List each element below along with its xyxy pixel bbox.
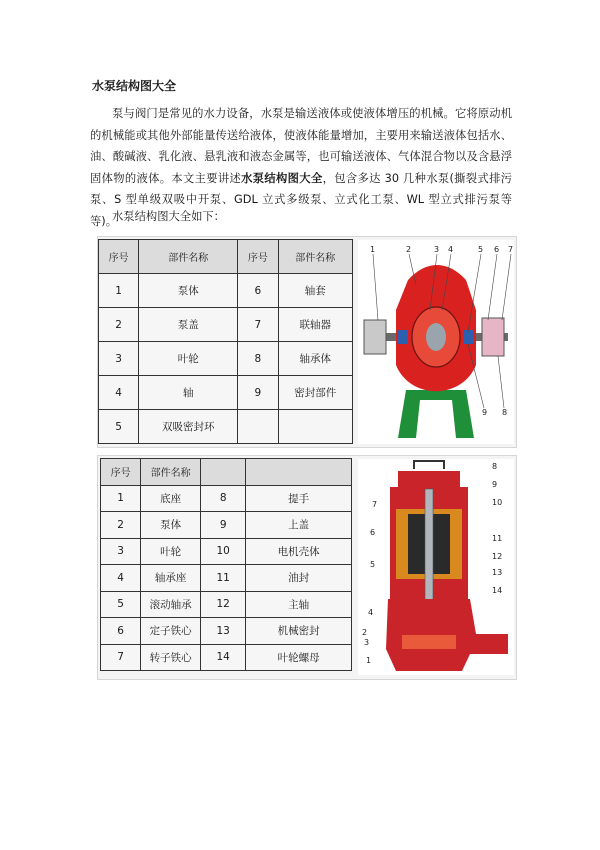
callout-label: 3: [434, 245, 440, 254]
table-cell: 密封部件: [278, 376, 353, 410]
callout-label: 7: [508, 245, 514, 254]
callout-label: 6: [494, 245, 500, 254]
callout-label: 6: [370, 528, 376, 537]
table-cell: 双吸密封环: [139, 410, 238, 444]
table-row: [99, 376, 353, 410]
table-cell: 底座: [141, 485, 201, 512]
base-opening-shape: [416, 400, 456, 438]
table-cell: 主轴: [246, 591, 352, 618]
table-row: [99, 410, 353, 444]
table-header-row: [101, 459, 352, 486]
callout-label: 1: [366, 656, 372, 665]
table-cell: 7: [238, 308, 278, 342]
page-title: 水泵结构图大全: [92, 79, 177, 93]
table-cell: 5: [101, 591, 141, 618]
section-subtitle: 水泵结构图大全如下：: [112, 210, 225, 223]
table-row: [101, 512, 352, 539]
header-cell: 序号: [101, 459, 141, 486]
callout-label: 9: [492, 480, 498, 489]
table-row: [99, 342, 353, 376]
table-cell: 11: [201, 565, 246, 592]
callout-label: 3: [364, 638, 370, 647]
header-cell: [201, 459, 246, 486]
figure-double-suction-pump: [97, 236, 517, 448]
table-cell: 14: [201, 644, 246, 671]
table-row: [101, 485, 352, 512]
callout-label: 10: [492, 498, 503, 507]
table-cell: 叶轮螺母: [246, 644, 352, 671]
table-cell: 轴: [139, 376, 238, 410]
callout-label: 1: [370, 245, 376, 254]
impeller-shape: [402, 635, 456, 649]
header-cell: 部件名称: [139, 240, 238, 274]
header-cell: 序号: [238, 240, 278, 274]
table-cell: 13: [201, 618, 246, 645]
callout-label: 8: [492, 462, 498, 471]
seal-left-shape: [398, 330, 408, 344]
table-cell: 6: [101, 618, 141, 645]
callout-label: 5: [370, 560, 376, 569]
header-cell: [246, 459, 352, 486]
table-cell: 2: [99, 308, 139, 342]
table-cell: 轴承座: [141, 565, 201, 592]
callout-label: 5: [478, 245, 484, 254]
table-cell: 联轴器: [278, 308, 353, 342]
table-row: [101, 538, 352, 565]
table-cell: 转子铁心: [141, 644, 201, 671]
double-suction-pump-diagram: [358, 240, 514, 444]
callout-label: 8: [502, 408, 508, 417]
header-cell: 部件名称: [278, 240, 353, 274]
table-cell: 3: [101, 538, 141, 565]
table-row: [101, 618, 352, 645]
table-cell: 轴套: [278, 274, 353, 308]
impeller-hub-shape: [426, 323, 446, 351]
table-cell: 泵体: [139, 274, 238, 308]
table-cell: 1: [101, 485, 141, 512]
table-cell: 10: [201, 538, 246, 565]
table-row: [99, 274, 353, 308]
table-cell: 机械密封: [246, 618, 352, 645]
table-cell: 12: [201, 591, 246, 618]
table-cell: 叶轮: [141, 538, 201, 565]
parts-table-1: [98, 239, 353, 444]
callout-label: 11: [492, 534, 503, 543]
figure-submersible-sewage-pump: [97, 455, 517, 680]
callout-label: 13: [492, 568, 503, 577]
table-row: [101, 565, 352, 592]
table-cell: 9: [201, 512, 246, 539]
table-cell: 上盖: [246, 512, 352, 539]
table-cell: 油封: [246, 565, 352, 592]
callout-label: 7: [372, 500, 378, 509]
table-cell: 泵盖: [139, 308, 238, 342]
table-cell: 6: [238, 274, 278, 308]
table-cell: 滚动轴承: [141, 591, 201, 618]
left-bearing-shape: [364, 320, 386, 354]
table-cell: 提手: [246, 485, 352, 512]
table-cell: 8: [238, 342, 278, 376]
table-cell: 轴承体: [278, 342, 353, 376]
table-cell: 5: [99, 410, 139, 444]
intro-text-1: 泵与阀门是常见的水力设备，水泵是输送液体或使液体增压的机械。它将原动机的机械能或其他外部能量传送给液体，使液体能量增加，主要用来输送液体包括水、油、酸碱液、乳化液、悬乳液和液态金属等，也可输送液体、气体混合物以及含悬浮固体物的液体。本文主要讲述: [90, 107, 512, 185]
table-cell: [278, 410, 353, 444]
table-row: [99, 308, 353, 342]
intro-text-2: ，包含多达 30 几种水泵(撕裂式排污泵、S 型单级双吸中开泵、GDL 立式多级泵、立式化工泵、WL 型立式排污泵等等)。: [90, 171, 512, 228]
table-cell: 9: [238, 376, 278, 410]
callout-label: 9: [482, 408, 488, 417]
header-cell: 部件名称: [141, 459, 201, 486]
table-cell: 定子铁心: [141, 618, 201, 645]
table-row: [101, 644, 352, 671]
seal-right-shape: [464, 330, 474, 344]
header-cell: 序号: [99, 240, 139, 274]
table-cell: 电机壳体: [246, 538, 352, 565]
table-header-row: [99, 240, 353, 274]
callout-label: 2: [406, 245, 412, 254]
table-cell: 4: [101, 565, 141, 592]
table-row: [101, 591, 352, 618]
table-cell: [238, 410, 278, 444]
callout-label: 12: [492, 552, 503, 561]
table-cell: 叶轮: [139, 342, 238, 376]
table-cell: 4: [99, 376, 139, 410]
callout-label: 4: [448, 245, 454, 254]
callout-label: 14: [492, 586, 503, 595]
top-cover-shape: [398, 471, 460, 487]
table-cell: 8: [201, 485, 246, 512]
intro-bold-keyword: 水泵结构图大全: [241, 171, 323, 185]
coupling-shape: [482, 318, 504, 356]
table-cell: 2: [101, 512, 141, 539]
table-cell: 1: [99, 274, 139, 308]
submersible-pump-diagram: [358, 459, 514, 675]
table-cell: 泵体: [141, 512, 201, 539]
callout-label: 4: [368, 608, 374, 617]
table-cell: 7: [101, 644, 141, 671]
callout-label: 2: [362, 628, 368, 637]
table-cell: 3: [99, 342, 139, 376]
parts-table-2: [100, 458, 352, 671]
